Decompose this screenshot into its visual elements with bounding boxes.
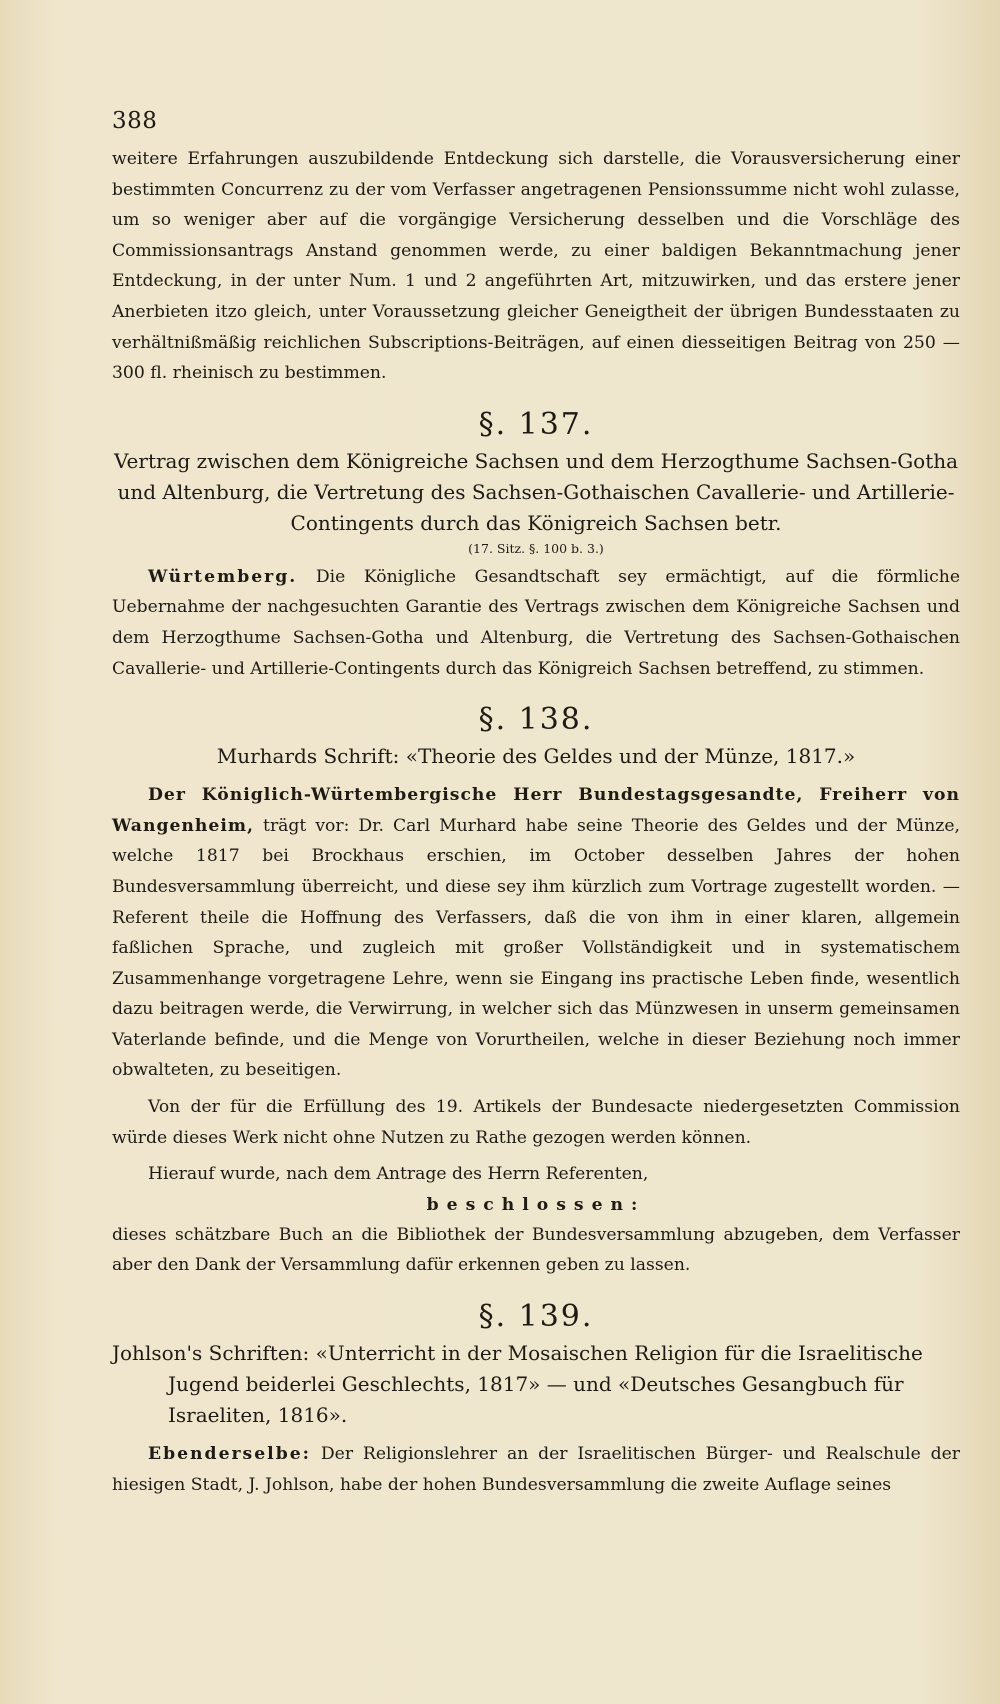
intro-paragraph: weitere Erfahrungen auszubildende Entdeckung sich darstelle, die Vorausversicherung einer bestimmten Concurrenz zu der vom Verfasser angetragenen Pensionssumme nicht wohl zulasse, um so weniger aber auf die vorgängige Versicherung desselben und die Vorschläge des Commissionsantrags Anstand genommen werde, zu einer baldigen Bekanntmachung jener Entdeckung, in der unter Num. 1 und 2 angeführten Art, mitzuwirken, und das erstere jener Anerbieten itzo gleich, unter Voraussetzung gleicher Geneigtheit der übrigen Bundesstaaten zu verhältnißmäßig reichlichen Subscriptions-Beiträgen, auf einen diesseitigen Beitrag von 250 — 300 fl. rheinisch zu bestimmen. [112, 149, 960, 384]
section-138-paragraph-4: dieses schätzbare Buch an die Bibliothek der Bundesversammlung abzugeben, dem Verfasser aber den Dank der Versammlung dafür erkennen geben zu lassen. [112, 1224, 960, 1276]
section-137-reference: (17. Sitz. §. 100 b. 3.) [468, 540, 604, 556]
section-139-title: Johlson's Schriften: «Unterricht in der Mosaischen Religion für die Israelitische Jugend beiderlei Geschlechts, 1817» — und «Deutsches Gesangbuch für Israeliten, 1816». [112, 1341, 923, 1428]
section-138-resolution: beschlossen: [426, 1194, 646, 1215]
page-content [112, 108, 960, 1500]
section-139-body: Der Religionslehrer an der Israelitischen Bürger- und Realschule der hiesigen Stadt, J. Johlson, habe der hohen Bundesversammlung die zweite Auflage seines [112, 1444, 961, 1495]
section-138-number: §. 138. [478, 702, 594, 738]
section-137-paragraph [112, 562, 960, 684]
section-139-paragraph [112, 1439, 960, 1500]
page-number: 388 [112, 108, 158, 134]
section-138-title: Murhards Schrift: «Theorie des Geldes und der Münze, 1817.» [216, 744, 856, 769]
section-137-body: Die Königliche Gesandtschaft sey ermächtigt, auf die förmliche Uebernahme der nachgesuchten Garantie des Vertrags zwischen dem Königreiche Sachsen und dem Herzogthume Sachsen-Gotha und Altenburg, die Vertretung des Sachsen-Gothaischen Cavallerie- und Artillerie-Contingents durch das Königreich Sachsen betreffend, zu stimmen. [112, 566, 961, 679]
section-138-body-1: trägt vor: Dr. Carl Murhard habe seine Theorie des Geldes und der Münze, welche 1817 bei Brockhaus erschien, im October desselben Jahres der hohen Bundesversammlung überreicht, und diese sey ihm kürzlich zum Vortrage zugestellt worden. — Referent theile die Hoffnung des Verfassers, daß die von ihm in einer klaren, allgemein faßlichen Sprache, und zugleich mit großer Vollständigkeit und in systematischem Zusammenhange vorgetragene Lehre, wenn sie Eingang ins practische Leben finde, wesentlich dazu beitragen werde, die Verwirrung, in welcher sich das Münzwesen in unserm gemeinsamen Vaterlande befinde, und die Menge von Vorurtheilen, welche in dieser Beziehung noch immer obwalteten, zu beseitigen. [112, 815, 961, 1081]
section-137-title: Vertrag zwischen dem Königreiche Sachsen und dem Herzogthume Sachsen-Gotha und Altenburg, die Vertretung des Sachsen-Gothaischen Cavallerie- und Artillerie-Contingents durch das Königreich Sachsen betr. [113, 448, 959, 535]
section-137-lead: Würtemberg. [148, 566, 298, 587]
section-138-paragraph-1 [112, 780, 960, 1086]
section-137-number: §. 137. [478, 406, 594, 442]
section-139-lead: Ebenderselbe: [148, 1444, 311, 1465]
section-138-paragraph-3: Hierauf wurde, nach dem Antrage des Herrn Referenten, [148, 1164, 649, 1185]
section-138-lead: Der Königlich-Würtembergische Herr Bundestagsgesandte, Freiherr von Wangenheim, [112, 785, 960, 836]
section-139-number: §. 139. [478, 1299, 594, 1335]
section-138-paragraph-2: Von der für die Erfüllung des 19. Artikels der Bundesacte niedergesetzten Commission würde dieses Werk nicht ohne Nutzen zu Rathe gezogen werden können. [112, 1097, 960, 1148]
